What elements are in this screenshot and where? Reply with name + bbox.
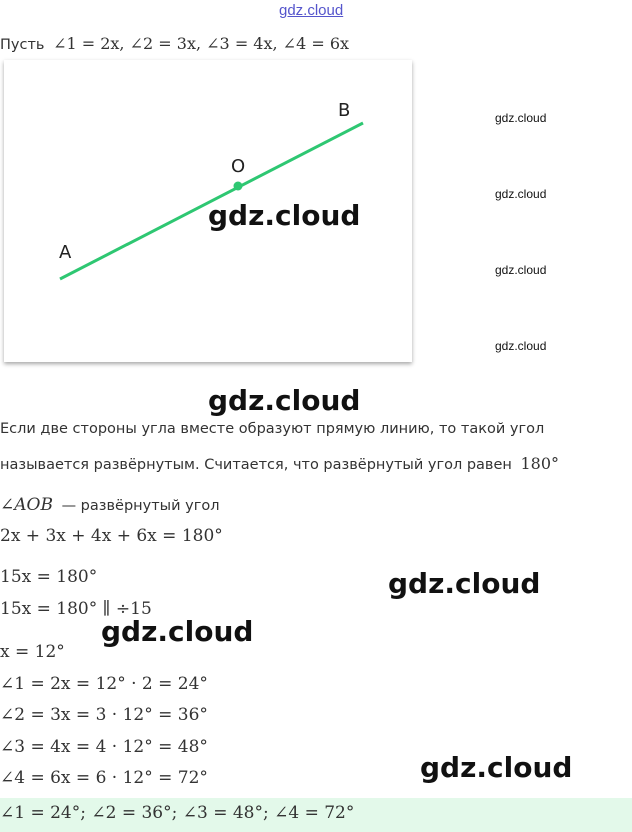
given-line — [0, 34, 349, 53]
aob-expression: ∠AOB — [0, 495, 53, 515]
step-angle-2: ∠2 = 3x = 3 · 12° = 36° — [0, 705, 208, 725]
explanation-text: называется развёрнутым. Считается, что развёрнутый угол равен — [0, 457, 512, 473]
straight-angle-value: 180° — [520, 454, 560, 473]
answer-text: ∠1 = 24°; ∠2 = 36°; ∠3 = 48°; ∠4 = 72° — [0, 803, 355, 823]
step-angle-4: ∠4 = 6x = 6 · 12° = 72° — [0, 768, 208, 788]
given-expression: ∠1 = 2x, ∠2 = 3x, ∠3 = 4x, ∠4 = 6x — [53, 34, 350, 53]
big-watermark: gdz.cloud — [101, 615, 254, 648]
point-o — [234, 182, 243, 191]
top-watermark-link[interactable]: gdz.cloud — [279, 2, 344, 19]
step-sum: 2x + 3x + 4x + 6x = 180° — [0, 526, 223, 546]
step-x-value: x = 12° — [0, 642, 65, 662]
given-prefix: Пусть — [0, 37, 45, 53]
big-watermark: gdz.cloud — [420, 751, 573, 784]
step-combined: 15x = 180° — [0, 567, 98, 587]
explanation-line-2 — [0, 454, 559, 473]
aob-text: — развёрнутый угол — [61, 498, 220, 514]
step-angle-3: ∠3 = 4x = 4 · 12° = 48° — [0, 737, 208, 757]
big-watermark: gdz.cloud — [388, 567, 541, 600]
label-a: A — [59, 242, 72, 263]
answer-box — [0, 798, 632, 832]
big-watermark: gdz.cloud — [208, 384, 361, 417]
side-watermark: gdz.cloud — [495, 339, 547, 353]
step-angle-1: ∠1 = 2x = 12° · 2 = 24° — [0, 674, 208, 694]
aob-line — [0, 495, 219, 515]
side-watermark: gdz.cloud — [495, 187, 547, 201]
label-b: B — [338, 100, 351, 121]
label-o: O — [231, 156, 246, 177]
big-watermark: gdz.cloud — [208, 199, 361, 232]
step-divide: 15x = 180° ∥ ÷15 — [0, 599, 152, 619]
side-watermark: gdz.cloud — [495, 111, 547, 125]
side-watermark: gdz.cloud — [495, 263, 547, 277]
explanation-line-1: Если две стороны угла вместе образуют прямую линию, то такой угол — [0, 421, 545, 437]
